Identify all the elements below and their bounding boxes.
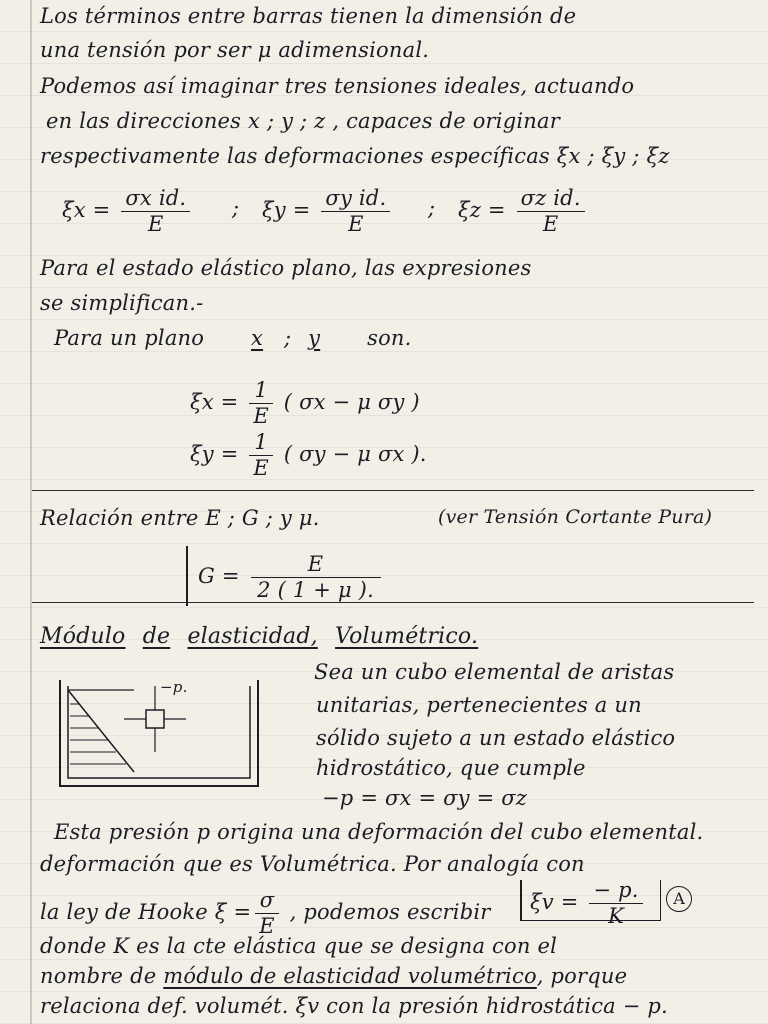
equation-xi-y: ξy = $\frac{\text{σy id.}}{E}$ — [262, 186, 394, 237]
equation-xi-z: ξz = $\frac{\text{σz id.}}{E}$ — [458, 186, 589, 237]
equation-shear-modulus: G = $\frac{E}{2 ( 1 + \mu ).}$ — [198, 552, 385, 603]
equation-hydrostatic: −p = σx = σy = σz — [322, 786, 528, 810]
text-line: en las direcciones x ; y ; z , capaces de originar — [46, 109, 560, 133]
text-line: Los términos entre barras tienen la dimensión de — [40, 4, 577, 28]
text-line: se simplifican.- — [40, 291, 204, 315]
section-divider — [32, 490, 754, 491]
text-line: nombre de módulo de elasticidad volumétrico, porque — [40, 964, 628, 988]
margin-line — [30, 0, 32, 1024]
section-divider — [32, 602, 754, 603]
text-line: Sea un cubo elemental de aristas — [314, 660, 675, 684]
text-line: relaciona def. volumét. ξv con la presión hidrostática − p. — [40, 994, 668, 1018]
text-line: Podemos así imaginar tres tensiones ideales, actuando — [40, 74, 635, 98]
relacion-heading: Relación entre E ; G ; y μ. — [40, 506, 320, 530]
equation-xi-x: ξx = $\frac{\text{σx id.}}{E}$ — [62, 186, 194, 237]
text-line: hidrostático, que cumple — [316, 756, 586, 780]
text-line: donde K es la cte elástica que se designa con el — [40, 934, 557, 958]
formula-bracket — [186, 546, 188, 606]
text-line: Para el estado elástico plano, las expresiones — [40, 256, 532, 280]
equation-volumetric: ξv = $\frac{- p.}{K}$ — [530, 878, 647, 929]
modulo-heading: Módulo de elasticidad, Volumétrico. — [40, 624, 479, 649]
text-line-hooke: la ley de Hooke ξ = $\frac{\sigma}{E}$ , podemos escribir — [40, 888, 491, 939]
text-line: una tensión por ser μ adimensional. — [40, 38, 430, 62]
equation-separator: ; — [232, 196, 240, 220]
text-line: unitarias, pertenecientes a un — [316, 693, 642, 717]
equation-plane-x: ξx = $\frac{1}{E}$ ( σx − μ σy ) — [190, 378, 420, 429]
equation-separator: ; — [428, 196, 436, 220]
equation-tag: A — [666, 886, 692, 912]
relacion-note: (ver Tensión Cortante Pura) — [438, 506, 713, 528]
text-line: deformación que es Volumétrica. Por analogía con — [40, 852, 585, 876]
text-line: sólido sujeto a un estado elástico — [316, 726, 676, 750]
text-line-plane: Para un plano x ; y son. — [54, 326, 412, 350]
diagram-label: −p. — [160, 678, 188, 696]
text-line: respectivamente las deformaciones específicas ξx ; ξy ; ξz — [40, 144, 670, 168]
equation-plane-y: ξy = $\frac{1}{E}$ ( σy − μ σx ). — [190, 430, 427, 481]
text-line: Esta presión p origina una deformación del cubo elemental. — [54, 820, 704, 844]
